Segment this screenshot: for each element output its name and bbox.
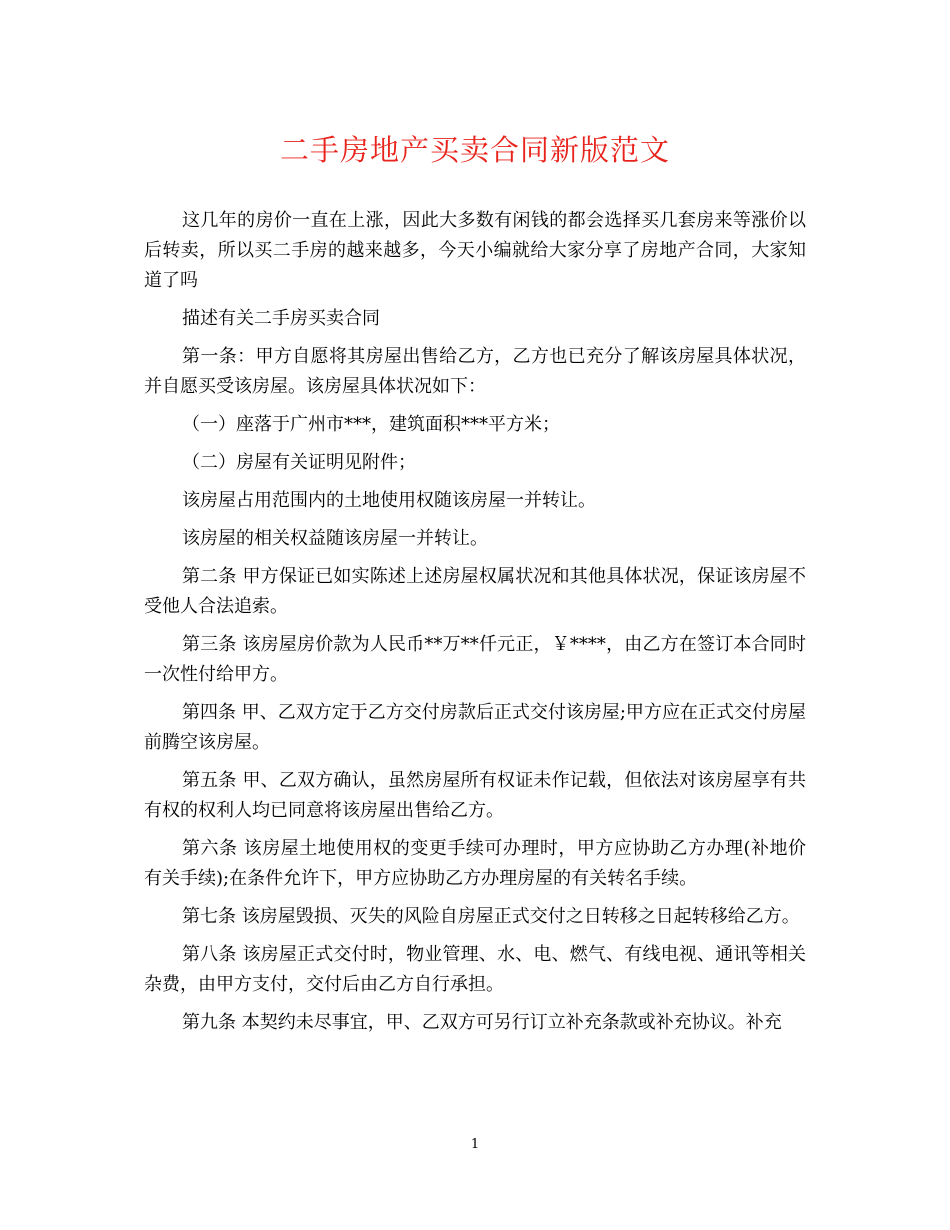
intro-paragraph: 这几年的房价一直在上涨，因此大多数有闲钱的都会选择买几套房来等涨价以后转卖，所以买二手房的越来越多，今天小编就给大家分享了房地产合同，大家知道了吗 [144,210,806,291]
article-2: 第二条 甲方保证已如实陈述上述房屋权属状况和其他具体状况，保证该房屋不受他人合法追索。 [144,566,806,617]
article-7: 第七条 该房屋毁损、灭失的风险自房屋正式交付之日转移之日起转移给乙方。 [182,906,800,927]
article-9: 第九条 本契约未尽事宜，甲、乙双方可另行订立补充条款或补充协议。补充 [182,1012,782,1033]
document-body [144,206,806,1046]
page-title: 二手房地产买卖合同新版范文 [279,133,670,167]
article-6: 第六条 该房屋土地使用权的变更手续可办理时，甲方应协助乙方办理(补地价有关手续);在条件允许下，甲方应协助乙方办理房屋的有关转名手续。 [144,838,806,889]
article-4: 第四条 甲、乙双方定于乙方交付房款后正式交付该房屋;甲方应在正式交付房屋前腾空该房屋。 [144,702,806,753]
page-number: 1 [470,1137,480,1152]
article-1-note-land: 该房屋占用范围内的土地使用权随该房屋一并转让。 [182,490,596,511]
article-1-note-rights: 该房屋的相关权益随该房屋一并转让。 [182,528,488,549]
article-1-item-2: （二）房屋有关证明见附件； [182,452,416,473]
article-8: 第八条 该房屋正式交付时，物业管理、水、电、燃气、有线电视、通讯等相关杂费，由甲方支付，交付后由乙方自行承担。 [144,944,806,995]
article-1: 第一条：甲方自愿将其房屋出售给乙方，乙方也已充分了解该房屋具体状况，并自愿买受该房屋。该房屋具体状况如下： [144,346,806,397]
article-3: 第三条 该房屋房价款为人民币**万**仟元正，￥****，由乙方在签订本合同时一次性付给甲方。 [144,634,806,685]
article-1-item-1: （一）座落于广州市***，建筑面积***平方米； [182,414,560,435]
section-heading: 描述有关二手房买卖合同 [182,308,380,329]
article-5: 第五条 甲、乙双方确认，虽然房屋所有权证未作记载，但依法对该房屋享有共有权的权利人均已同意将该房屋出售给乙方。 [144,770,806,821]
